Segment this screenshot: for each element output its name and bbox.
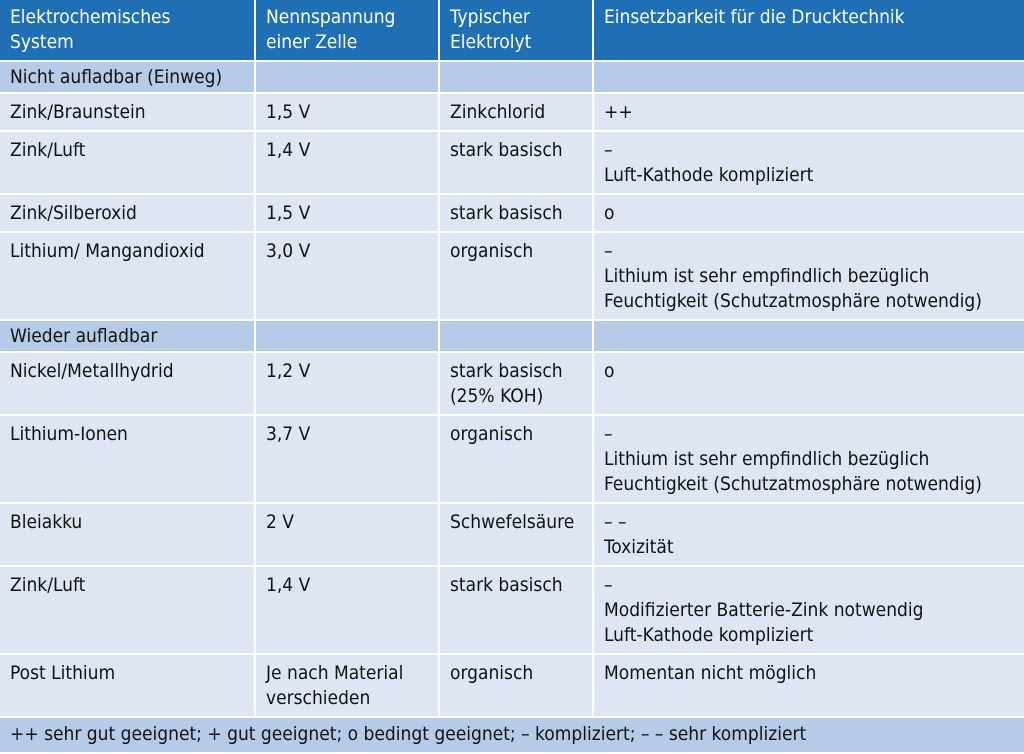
table-body xyxy=(0,61,1024,753)
cell-line: Nickel/Metallhydrid xyxy=(10,360,174,382)
usability-cell xyxy=(593,232,1024,320)
cell-line: Luft-Kathode kompliziert xyxy=(604,164,814,186)
cell-line: Lithium ist sehr empfindlich bezüglich xyxy=(604,448,930,470)
cell-line: – xyxy=(604,240,613,262)
cell-line: o xyxy=(604,202,615,224)
cell-line: – xyxy=(604,423,613,445)
voltage-cell xyxy=(255,352,439,415)
cell-line: Elektrochemisches xyxy=(10,6,171,28)
cell-line: Modifizierter Batterie-Zink notwendig xyxy=(604,599,924,621)
system-cell xyxy=(0,194,255,232)
legend-text: ++ sehr gut geeignet; + gut geeignet; o bedingt geeignet; – kompliziert; – – sehr kompliziert xyxy=(0,717,1024,753)
header-system xyxy=(0,0,255,61)
electrolyte-cell xyxy=(439,415,593,503)
electrolyte-cell xyxy=(439,194,593,232)
table-row xyxy=(0,566,1024,654)
system-cell xyxy=(0,232,255,320)
electrolyte-cell xyxy=(439,654,593,717)
legend-row xyxy=(0,717,1024,753)
cell-line: organisch xyxy=(450,423,534,445)
usability-cell xyxy=(593,93,1024,131)
cell-line: Lithium ist sehr empfindlich bezüglich xyxy=(604,265,930,287)
electrolyte-cell xyxy=(439,232,593,320)
table-row xyxy=(0,93,1024,131)
cell-line: ++ xyxy=(604,101,633,123)
cell-line: Einsetzbarkeit für die Drucktechnik xyxy=(604,6,905,28)
cell-line: Zinkchlorid xyxy=(450,101,546,123)
cell-line: Zink/Silberoxid xyxy=(10,202,137,224)
cell-line: stark basisch xyxy=(450,360,563,382)
cell-line: verschieden xyxy=(266,687,371,709)
cell-line: stark basisch xyxy=(450,202,563,224)
table-row xyxy=(0,654,1024,717)
table-row xyxy=(0,232,1024,320)
electrolyte-cell xyxy=(439,503,593,566)
cell-line: 1,2 V xyxy=(266,360,311,382)
table-row xyxy=(0,131,1024,194)
electrolyte-cell xyxy=(439,93,593,131)
cell-line: Post Lithium xyxy=(10,662,116,684)
system-cell xyxy=(0,93,255,131)
usability-cell xyxy=(593,131,1024,194)
cell-line: Elektrolyt xyxy=(450,31,532,53)
section-empty-cell xyxy=(439,320,593,352)
voltage-cell xyxy=(255,232,439,320)
cell-line: Momentan nicht möglich xyxy=(604,662,817,684)
section-title: Nicht aufladbar (Einweg) xyxy=(0,61,255,93)
table-row xyxy=(0,352,1024,415)
header-electrolyte xyxy=(439,0,593,61)
usability-cell xyxy=(593,415,1024,503)
section-empty-cell xyxy=(593,61,1024,93)
cell-line: Bleiakku xyxy=(10,511,83,533)
header-voltage xyxy=(255,0,439,61)
system-cell xyxy=(0,131,255,194)
cell-line: organisch xyxy=(450,662,534,684)
table-row xyxy=(0,415,1024,503)
section-empty-cell xyxy=(255,320,439,352)
cell-line: Nennspannung xyxy=(266,6,396,28)
header-usability xyxy=(593,0,1024,61)
usability-cell xyxy=(593,194,1024,232)
usability-cell xyxy=(593,352,1024,415)
cell-line: 1,4 V xyxy=(266,574,311,596)
section-empty-cell xyxy=(593,320,1024,352)
cell-line: 1,5 V xyxy=(266,101,311,123)
voltage-cell xyxy=(255,131,439,194)
cell-line: – xyxy=(604,139,613,161)
cell-line: 3,0 V xyxy=(266,240,311,262)
electrolyte-cell xyxy=(439,352,593,415)
cell-line: (25% KOH) xyxy=(450,385,544,407)
table-row xyxy=(0,503,1024,566)
voltage-cell xyxy=(255,194,439,232)
cell-line: Luft-Kathode kompliziert xyxy=(604,624,814,646)
cell-line: o xyxy=(604,360,615,382)
cell-line: 1,5 V xyxy=(266,202,311,224)
cell-line: Typischer xyxy=(450,6,530,28)
system-cell xyxy=(0,566,255,654)
section-title: Wieder aufladbar xyxy=(0,320,255,352)
cell-line: Feuchtigkeit (Schutzatmosphäre notwendig) xyxy=(604,290,982,312)
cell-line: Lithium-Ionen xyxy=(10,423,128,445)
system-cell xyxy=(0,503,255,566)
voltage-cell xyxy=(255,654,439,717)
cell-line: organisch xyxy=(450,240,534,262)
voltage-cell xyxy=(255,503,439,566)
cell-line: Zink/Braunstein xyxy=(10,101,146,123)
voltage-cell xyxy=(255,93,439,131)
cell-line: – xyxy=(604,574,613,596)
cell-line: stark basisch xyxy=(450,574,563,596)
cell-line: Toxizität xyxy=(604,536,674,558)
section-empty-cell xyxy=(439,61,593,93)
cell-line: Schwefelsäure xyxy=(450,511,575,533)
usability-cell xyxy=(593,654,1024,717)
section-header-row xyxy=(0,61,1024,93)
cell-line: Zink/Luft xyxy=(10,139,86,161)
cell-line: 1,4 V xyxy=(266,139,311,161)
electrolyte-cell xyxy=(439,131,593,194)
cell-line: stark basisch xyxy=(450,139,563,161)
cell-line: Je nach Material xyxy=(266,662,404,684)
cell-line: Zink/Luft xyxy=(10,574,86,596)
usability-cell xyxy=(593,566,1024,654)
system-cell xyxy=(0,415,255,503)
cell-line: System xyxy=(10,31,74,53)
section-header-row xyxy=(0,320,1024,352)
system-cell xyxy=(0,654,255,717)
table-row xyxy=(0,194,1024,232)
cell-line: Feuchtigkeit (Schutzatmosphäre notwendig) xyxy=(604,473,982,495)
cell-line: Lithium/ Mangandioxid xyxy=(10,240,205,262)
system-cell xyxy=(0,352,255,415)
cell-line: – – xyxy=(604,511,627,533)
cell-line: 3,7 V xyxy=(266,423,311,445)
cell-line: 2 V xyxy=(266,511,294,533)
usability-cell xyxy=(593,503,1024,566)
section-empty-cell xyxy=(255,61,439,93)
cell-line: einer Zelle xyxy=(266,31,358,53)
table-header-row xyxy=(0,0,1024,61)
voltage-cell xyxy=(255,566,439,654)
electrolyte-cell xyxy=(439,566,593,654)
voltage-cell xyxy=(255,415,439,503)
